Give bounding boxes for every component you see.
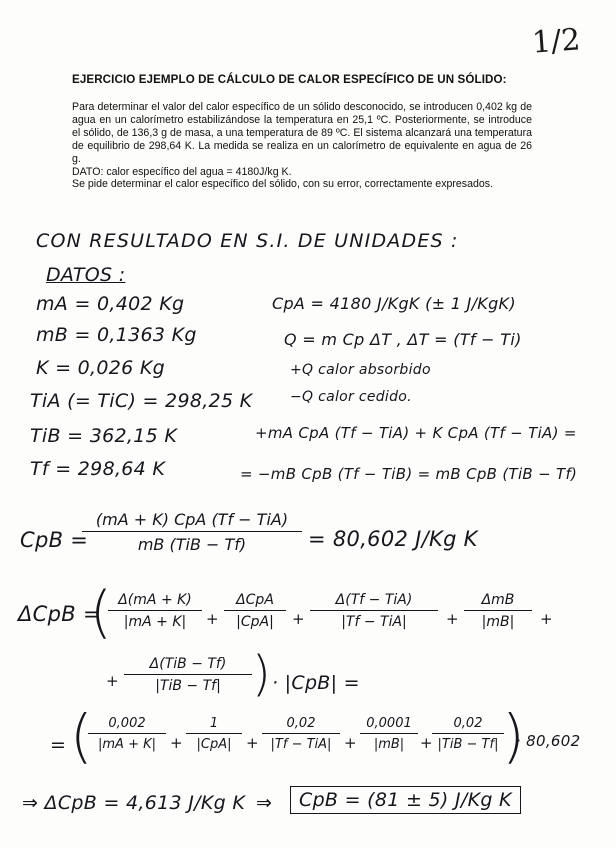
note-absorbed: +Q calor absorbido <box>290 362 431 378</box>
exercise-title: EJERCICIO EJEMPLO DE CÁLCULO DE CALOR ESPECÍFICO DE UN SÓLIDO: <box>72 73 507 86</box>
cpb-fraction <box>82 510 302 554</box>
implies-arrow: ⇒ <box>256 792 273 814</box>
scanned-page: 1/2 EJERCICIO EJEMPLO DE CÁLCULO DE CALOR ESPECÍFICO DE UN SÓLIDO: Para determinar el valor del calor específico de un sólido desconocido, se introducen 0,402 kg de agua en un calorímetro estabilizándose la temperatura en 25,1 ºC. Posteriormente, se introduce el sólido, de 136,3 g de masa, a una temperatura de 89 ºC. El sistema alcanzará una temperatura de equilibrio de 298,64 K. La medida se realiza en un calorímetro de equivalente en agua de 26 g. DATO: calor específico del agua = 4180J/kg K. Se pide determinar el calor específico del sólido, con su error, correctamente expresados. CON RESULTADO EN S.I. DE UNIDADES : DATOS : mA = 0,402 Kg mB = 0,1363 Kg K = 0,026 Kg TiA (= TiC) = 298,25 K TiB = 362,15 K Tf = 298,64 K CpA = 4180 J/KgK (± 1 J/KgK) Q = m Cp ΔT , ΔT = (Tf − Ti) +Q calor absorbido −Q calor cedido. +mA CpA (Tf − TiA) + K CpA (Tf − TiA) = = −mB CpB (Tf − TiB) = mB CpB (TiB − Tf) CpB = (mA + K) CpA (Tf − TiA) mB (TiB − Tf) = 80,602 J/Kg K ΔCpB = ( $\frac{\Delta(mA + K)}{|mA + K|}$ + ΔCpA |CpA| + Δ(Tf − TiA) |Tf − TiA| + ΔmB |mB| + + Δ(TiB − Tf) |TiB − Tf| ) · |CpB| = = ( $\frac{0,002}{|mA + K|}$ + 1 |CpA| + 0,02 |Tf − TiA| + $\frac{0,0001}{|mB|}$ + 0,02 |TiB − Tf| ) · 80,602 ⇒ ΔCpB = 4,613 J/Kg K ⇒ CpB = (81 ± 5) J/Kg K <box>0 0 616 848</box>
note-released: −Q calor cedido. <box>290 389 412 405</box>
num-term-1: $\frac{0,002}{|mA + K|}$ <box>88 716 166 752</box>
num-term-4: $\frac{0,0001}{|mB|}$ <box>360 716 418 752</box>
error-term-5: Δ(TiB − Tf) |TiB − Tf| <box>124 656 252 694</box>
cpb-denominator: mB (TiB − Tf) <box>137 535 247 554</box>
page-number: 1/2 <box>530 22 582 61</box>
error-term-3: Δ(Tf − TiA) |Tf − TiA| <box>310 592 438 630</box>
num-term-2: 1 |CpA| <box>186 716 242 752</box>
data-tia: TiA (= TiC) = 298,25 K <box>30 390 253 412</box>
data-cpa: CpA = 4180 J/KgK (± 1 J/KgK) <box>272 294 516 313</box>
final-result-box: CpB = (81 ± 5) J/Kg K <box>290 786 521 814</box>
handwritten-heading: CON RESULTADO EN S.I. DE UNIDADES : <box>36 230 459 252</box>
data-tf: Tf = 298,64 K <box>30 458 166 480</box>
num-tail: · 80,602 <box>516 732 581 750</box>
data-mb: mB = 0,1363 Kg <box>36 324 197 346</box>
cpb-label: CpB = <box>20 528 89 552</box>
error-term-1: $\frac{\Delta(mA + K)}{|mA + K|}$ <box>108 592 202 630</box>
num-term-3: 0,02 |Tf − TiA| <box>262 716 340 752</box>
statement-question: Se pide determinar el calor específico del sólido, con su error, correctamente expresados. <box>72 178 494 191</box>
cpb-numerator: (mA + K) CpA (Tf − TiA) <box>82 510 302 532</box>
num-term-5: 0,02 |TiB − Tf| <box>432 716 504 752</box>
datos-label: DATOS : <box>46 264 126 286</box>
cpb-result: = 80,602 J/Kg K <box>308 527 478 551</box>
problem-statement <box>72 101 532 191</box>
balance-line-2: = −mB CpB (Tf − TiB) = mB CpB (TiB − Tf) <box>240 465 578 483</box>
error-tail: · |CpB| = <box>272 672 360 694</box>
data-k: K = 0,026 Kg <box>36 357 166 379</box>
statement-dato: DATO: calor específico del agua = 4180J/kg K. <box>72 165 292 178</box>
heat-formula: Q = m Cp ΔT , ΔT = (Tf − Ti) <box>284 330 522 349</box>
error-term-2: ΔCpA |CpA| <box>224 592 286 630</box>
balance-line-1: +mA CpA (Tf − TiA) + K CpA (Tf − TiA) = <box>255 424 577 442</box>
error-term-4: ΔmB |mB| <box>464 592 532 630</box>
statement-text: Para determinar el valor del calor específico de un sólido desconocido, se introducen 0,402 kg de agua en un calorímetro estabilizándose la temperatura en 25,1 ºC. Posteriormente, se introduce el sólido, de 136,3 g de masa, a una temperatura de 89 ºC. El sistema alcanzará una temperatura de equilibrio de 298,64 K. La medida se realiza en un calorímetro de equivalente en agua de 26 g. <box>72 101 532 165</box>
open-paren: ( <box>90 580 112 645</box>
final-error: ⇒ ΔCpB = 4,613 J/Kg K <box>22 792 246 814</box>
data-tib: TiB = 362,15 K <box>30 425 178 447</box>
error-label: ΔCpB = <box>18 602 101 626</box>
data-ma: mA = 0,402 Kg <box>36 293 185 315</box>
close-paren: ) <box>252 646 271 702</box>
